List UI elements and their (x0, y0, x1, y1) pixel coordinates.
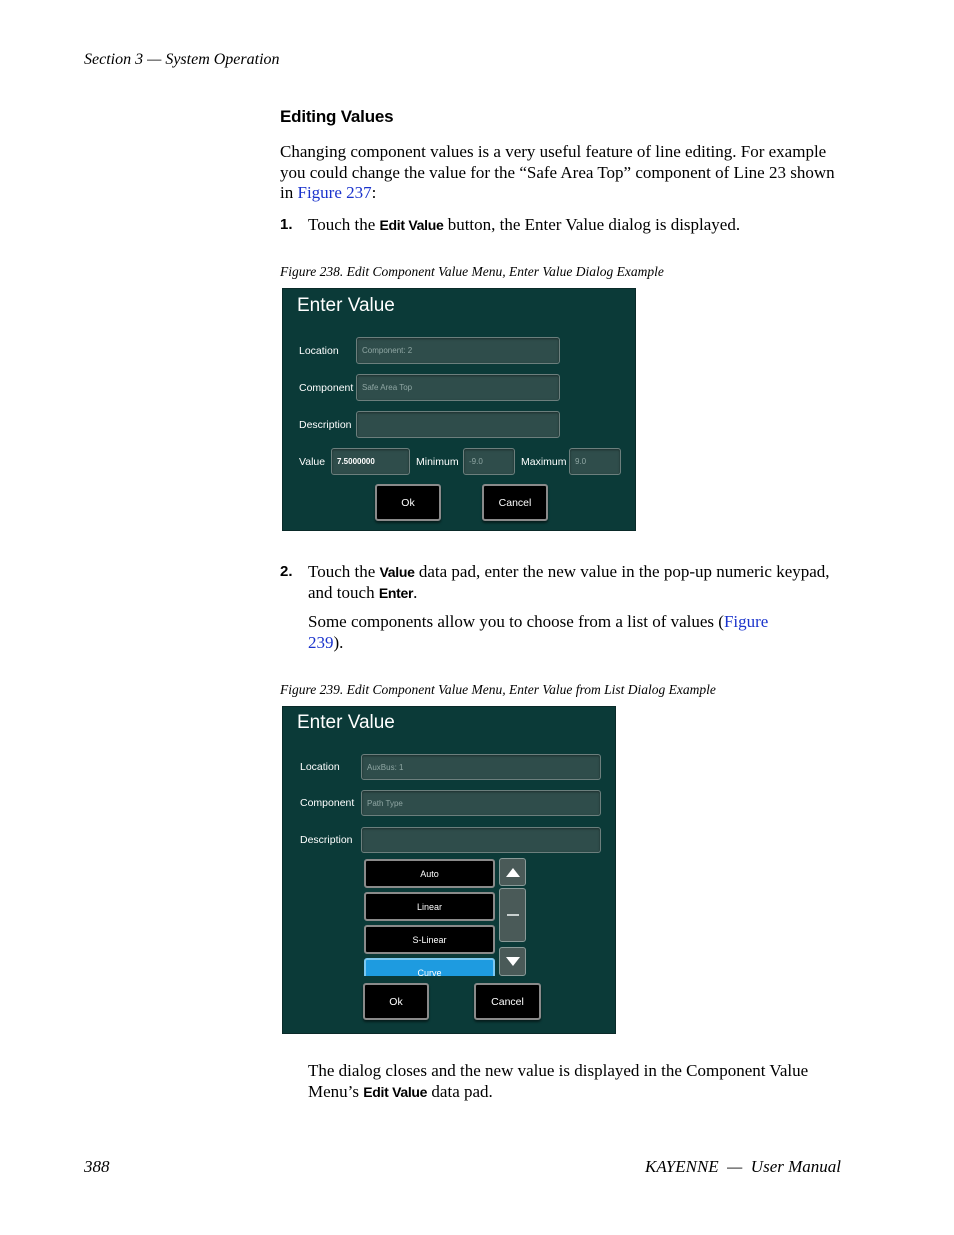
closing-after: data pad. (427, 1081, 493, 1101)
intro-text-end: : (371, 183, 377, 202)
location-field[interactable]: Component: 2 (356, 337, 560, 364)
list-description-label: Description (300, 834, 353, 846)
list-note-paragraph (308, 612, 778, 653)
note-text-end: ). (333, 632, 344, 652)
figure-239-caption: Figure 239. Edit Component Value Menu, Enter Value from List Dialog Example (280, 682, 716, 697)
intro-text: Changing component values is a very useful feature of line editing. For example you could change the value for the “Safe Area Top” component of Line 23 shown in (280, 142, 835, 202)
minimum-field[interactable]: -9.0 (463, 448, 515, 475)
component-label: Component (299, 382, 354, 394)
edit-value-term: Edit Value (379, 217, 444, 233)
step-1-number: 1. (280, 216, 293, 233)
note-text: Some components allow you to choose from a list of values ( (308, 612, 724, 631)
intro-paragraph (280, 142, 845, 204)
step-2-before: Touch the (308, 562, 380, 581)
list-location-label: Location (300, 761, 340, 773)
list-description-field[interactable] (361, 827, 601, 853)
step-2-middle: data pad, enter the new value in the pop-up numeric keypad, and touch (308, 562, 830, 602)
value-list[interactable] (363, 857, 499, 976)
step-1-before: Touch the (308, 215, 380, 234)
figure-239-link[interactable]: Figure 239 (308, 612, 769, 652)
closing-paragraph (308, 1061, 838, 1102)
value-field[interactable]: 7.5000000 (331, 448, 410, 475)
dialog-title: Enter Value (297, 295, 395, 316)
enter-value-list-dialog (282, 706, 616, 1034)
page-number: 388 (84, 1157, 110, 1176)
list-component-field[interactable]: Path Type (361, 790, 601, 816)
section-heading: Editing Values (280, 107, 394, 126)
list-location-field[interactable]: AuxBus: 1 (361, 754, 601, 780)
list-item-linear[interactable]: Linear (364, 892, 495, 921)
ok-button[interactable]: Ok (375, 484, 441, 521)
list-dialog-title: Enter Value (297, 712, 395, 733)
footer-title: KAYENNE — User Manual (645, 1157, 841, 1176)
description-label: Description (299, 419, 352, 431)
closing-before: The dialog closes and the new value is displayed in the Component Value Menu’s (308, 1061, 809, 1101)
step-2-text (308, 562, 848, 603)
enter-value-dialog (282, 288, 636, 531)
cancel-button[interactable]: Cancel (482, 484, 548, 521)
maximum-label: Maximum (521, 456, 567, 468)
list-item-curve[interactable]: Curve (364, 958, 495, 976)
minimum-label: Minimum (416, 456, 459, 468)
value-term: Value (379, 564, 415, 580)
step-1-after: button, the Enter Value dialog is displayed. (443, 215, 741, 234)
running-header: Section 3 — System Operation (84, 51, 280, 68)
list-item-s-linear[interactable]: S-Linear (364, 925, 495, 954)
list-cancel-button[interactable]: Cancel (474, 983, 541, 1020)
maximum-field[interactable]: 9.0 (569, 448, 621, 475)
list-ok-button[interactable]: Ok (363, 983, 429, 1020)
figure-237-link[interactable]: Figure 237 (297, 183, 372, 202)
arrow-up-icon (506, 868, 520, 877)
step-1-text (308, 215, 848, 236)
enter-term: Enter (378, 584, 414, 601)
scroll-grip-icon (507, 914, 519, 917)
value-label: Value (299, 456, 326, 468)
step-2-after: . (413, 582, 418, 602)
component-field[interactable]: Safe Area Top (356, 374, 560, 401)
description-field[interactable] (356, 411, 560, 438)
scroll-up-button[interactable] (499, 858, 526, 886)
scroll-thumb[interactable] (499, 888, 526, 942)
scroll-down-button[interactable] (499, 947, 526, 976)
location-label: Location (299, 345, 339, 357)
list-item-auto[interactable]: Auto (364, 859, 495, 888)
edit-value-term-2: Edit Value (363, 1083, 428, 1100)
arrow-down-icon (506, 957, 520, 966)
step-2-number: 2. (280, 563, 293, 580)
figure-238-caption: Figure 238. Edit Component Value Menu, Enter Value Dialog Example (280, 264, 664, 279)
list-component-label: Component (300, 797, 355, 809)
